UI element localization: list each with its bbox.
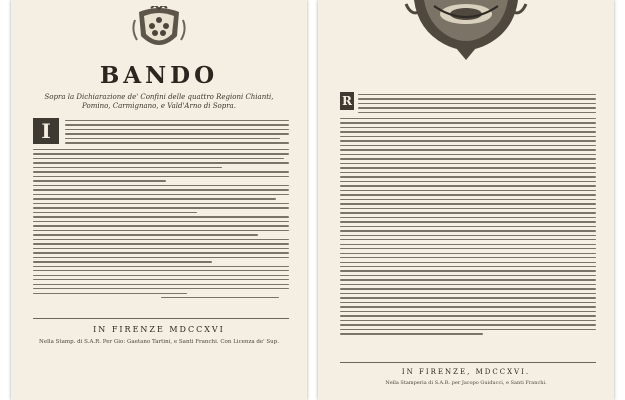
separator-rule <box>340 362 596 363</box>
place-and-date: IN FIRENZE MDCCXVI <box>93 325 225 334</box>
left-document-page <box>11 0 307 400</box>
body-text-block-main <box>340 118 596 338</box>
printer-imprint: Nella Stamperia di S.A.R. per Jacopo Guiducci, e Santi Franchi. <box>385 380 547 386</box>
document-subtitle: Sopra la Dichiarazione de' Confini delle quattro Regioni Chianti, Pomino, Carmignano, e Vald'Arno di Sopra. <box>44 93 274 110</box>
medici-coat-of-arms-emblem <box>131 6 187 54</box>
document-title: BANDO <box>99 62 219 89</box>
body-text-block-main <box>33 149 289 301</box>
separator-rule <box>33 318 289 319</box>
printer-imprint: Nella Stamp. di S.A.R. Per Gio: Gaetano Tartini, e Santi Franchi. Con Licenza de' Sup. <box>39 339 279 345</box>
right-document-page <box>318 0 614 400</box>
decorated-initial-letter: R <box>340 92 354 110</box>
decorated-initial-letter: I <box>33 118 59 144</box>
body-text-block-intro <box>65 120 289 147</box>
body-text-block-intro <box>358 94 596 116</box>
place-and-date: IN FIRENZE, MDCCXVI. <box>401 368 531 376</box>
ornamental-vase-vignette <box>404 0 528 62</box>
